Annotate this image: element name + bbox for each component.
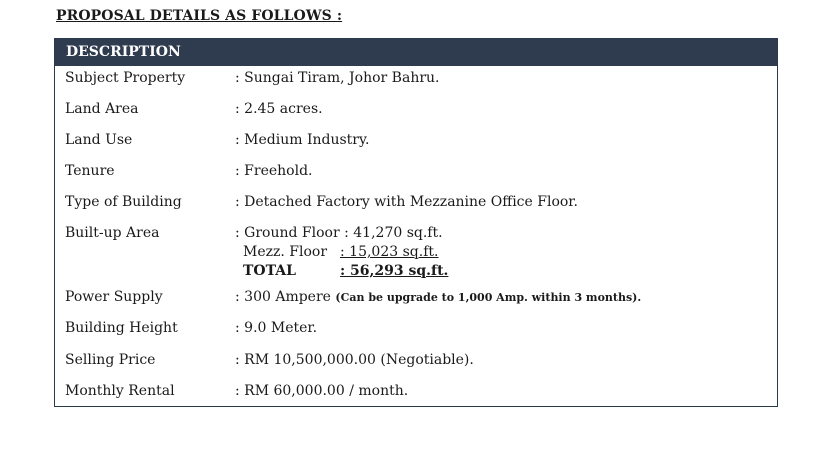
row-label: Monthly Rental [65, 383, 175, 399]
power-value: : 300 Ampere [235, 289, 331, 305]
row-label: Type of Building [65, 194, 182, 210]
row-value [235, 224, 448, 281]
row-value: : RM 60,000.00 / month. [235, 383, 409, 399]
row-label: Power Supply [65, 289, 163, 305]
row-label: Tenure [65, 163, 115, 179]
row-label: Selling Price [65, 352, 156, 368]
table-header: DESCRIPTION [55, 39, 777, 66]
row-value [235, 288, 641, 307]
row-value: : 2.45 acres. [235, 101, 323, 117]
row-label: Land Area [65, 101, 139, 117]
row-label: Building Height [65, 320, 178, 336]
row-label: Land Use [65, 132, 133, 148]
total-label: TOTAL [243, 263, 296, 279]
row-value: : Freehold. [235, 163, 313, 179]
row-value: : 9.0 Meter. [235, 320, 318, 336]
row-value: : Medium Industry. [235, 132, 370, 148]
mezz-floor-line [235, 243, 448, 262]
total-value: : 56,293 sq.ft. [340, 263, 449, 279]
row-label: Built-up Area [65, 225, 160, 241]
page-heading: PROPOSAL DETAILS AS FOLLOWS : [56, 8, 343, 24]
row-value: : Sungai Tiram, Johor Bahru. [235, 70, 440, 86]
row-value: : Detached Factory with Mezzanine Office Floor. [235, 194, 578, 210]
ground-floor-line: : Ground Floor : 41,270 sq.ft. [235, 225, 443, 241]
mezz-label: Mezz. Floor [243, 244, 328, 260]
total-line [235, 262, 448, 281]
power-note: (Can be upgrade to 1,000 Amp. within 3 months). [335, 291, 642, 304]
description-table [54, 38, 778, 407]
mezz-value: : 15,023 sq.ft. [340, 244, 439, 260]
row-label: Subject Property [65, 70, 186, 86]
row-value: : RM 10,500,000.00 (Negotiable). [235, 352, 474, 368]
